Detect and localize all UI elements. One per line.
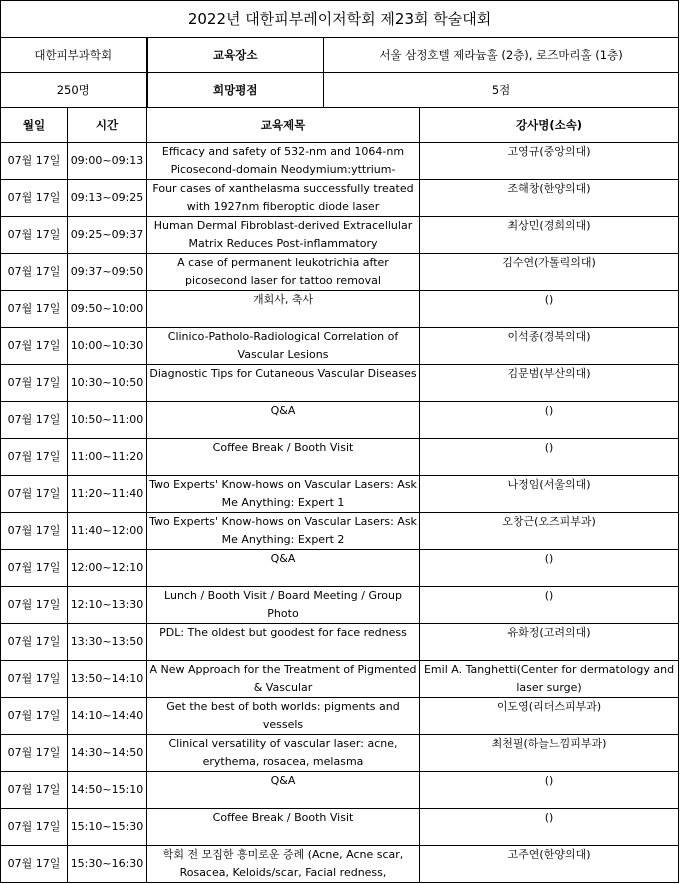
time-cell-text: 13:50~14:10	[70, 672, 144, 685]
organizer-cell: 대한피부과학회	[1, 38, 147, 73]
speaker-cell-text: ()	[544, 441, 554, 454]
topic-cell-text: PDL: The oldest but goodest for face redness	[159, 626, 407, 639]
table-row	[1, 476, 679, 513]
table-row	[1, 735, 679, 772]
topic-cell-text: Get the best of both worlds: pigments and vessels	[166, 700, 400, 731]
speaker-cell-text: 고영규(중앙의대)	[507, 145, 591, 158]
topic-cell	[147, 661, 420, 698]
topic-cell-text: Q&A	[270, 774, 296, 787]
date-cell-text: 07월 17일	[7, 265, 61, 278]
speaker-cell	[420, 365, 679, 402]
date-cell	[1, 439, 68, 476]
speaker-cell	[420, 846, 679, 883]
table-row	[1, 291, 679, 328]
date-cell	[1, 291, 68, 328]
date-cell	[1, 143, 68, 180]
table-row	[1, 624, 679, 661]
time-cell-text: 14:30~14:50	[70, 746, 144, 759]
header-time: 시간	[68, 108, 147, 143]
speaker-cell-text: 이석종(경북의대)	[507, 330, 591, 343]
speaker-cell	[420, 217, 679, 254]
date-cell-text: 07월 17일	[7, 672, 61, 685]
table-header-row	[1, 108, 679, 143]
speaker-cell	[420, 661, 679, 698]
date-cell	[1, 698, 68, 735]
topic-cell	[147, 291, 420, 328]
speaker-cell-text: ()	[544, 589, 554, 602]
date-cell-text: 07월 17일	[7, 561, 61, 574]
time-cell	[68, 809, 147, 846]
topic-cell-text: Q&A	[270, 552, 296, 565]
date-cell-text: 07월 17일	[7, 746, 61, 759]
date-cell-text: 07월 17일	[7, 709, 61, 722]
time-cell	[68, 180, 147, 217]
speaker-cell	[420, 513, 679, 550]
speaker-cell-text: 유화정(고려의대)	[507, 626, 591, 639]
topic-cell	[147, 365, 420, 402]
time-cell	[68, 439, 147, 476]
speaker-cell-text: 이도영(리더스피부과)	[496, 700, 602, 713]
time-cell	[68, 254, 147, 291]
date-cell-text: 07월 17일	[7, 598, 61, 611]
date-cell	[1, 846, 68, 883]
time-cell-text: 12:10~13:30	[70, 598, 144, 611]
time-cell	[68, 772, 147, 809]
time-cell	[68, 735, 147, 772]
table-row	[1, 661, 679, 698]
table-row	[1, 698, 679, 735]
time-cell-text: 09:50~10:00	[70, 302, 144, 315]
table-row	[1, 846, 679, 883]
speaker-cell-text: ()	[544, 293, 554, 306]
score-label: 희망평점	[147, 73, 324, 108]
time-cell-text: 09:13~09:25	[70, 191, 144, 204]
speaker-cell-text: ()	[544, 811, 554, 824]
time-cell	[68, 550, 147, 587]
venue-label: 교육장소	[147, 38, 324, 73]
time-cell-text: 10:00~10:30	[70, 339, 144, 352]
date-cell-text: 07월 17일	[7, 154, 61, 167]
date-cell	[1, 772, 68, 809]
date-cell-text: 07월 17일	[7, 857, 61, 870]
topic-cell-text: Clinical versatility of vascular laser: acne, erythema, rosacea, melasma	[168, 737, 398, 768]
table-row	[1, 513, 679, 550]
speaker-cell	[420, 809, 679, 846]
topic-cell-text: Q&A	[270, 404, 296, 417]
date-cell-text: 07월 17일	[7, 339, 61, 352]
topic-cell	[147, 513, 420, 550]
time-cell-text: 09:00~09:13	[70, 154, 144, 167]
date-cell-text: 07월 17일	[7, 376, 61, 389]
time-cell	[68, 661, 147, 698]
date-cell-text: 07월 17일	[7, 302, 61, 315]
table-row	[1, 328, 679, 365]
time-cell-text: 15:10~15:30	[70, 820, 144, 833]
topic-cell	[147, 217, 420, 254]
date-cell	[1, 624, 68, 661]
topic-cell	[147, 735, 420, 772]
date-cell-text: 07월 17일	[7, 413, 61, 426]
date-cell-text: 07월 17일	[7, 228, 61, 241]
speaker-cell	[420, 624, 679, 661]
date-cell	[1, 328, 68, 365]
table-row	[1, 439, 679, 476]
time-cell-text: 11:40~12:00	[70, 524, 144, 537]
speaker-cell-text: ()	[544, 774, 554, 787]
topic-cell-text: Clinico-Patholo-Radiological Correlation of Vascular Lesions	[167, 330, 399, 361]
capacity-cell: 250명	[1, 73, 147, 108]
table-row	[1, 217, 679, 254]
speaker-cell	[420, 772, 679, 809]
time-cell	[68, 143, 147, 180]
time-cell-text: 14:50~15:10	[70, 783, 144, 796]
time-cell	[68, 291, 147, 328]
speaker-cell	[420, 587, 679, 624]
topic-cell-text: A New Approach for the Treatment of Pigmented & Vascular	[149, 663, 417, 694]
time-cell	[68, 217, 147, 254]
time-cell-text: 15:30~16:30	[70, 857, 144, 870]
topic-cell	[147, 328, 420, 365]
date-cell	[1, 550, 68, 587]
speaker-cell	[420, 439, 679, 476]
topic-cell	[147, 180, 420, 217]
table-row	[1, 254, 679, 291]
time-cell-text: 09:25~09:37	[70, 228, 144, 241]
header-speaker: 강사명(소속)	[420, 108, 679, 143]
date-cell	[1, 365, 68, 402]
speaker-cell-text: ()	[544, 404, 554, 417]
speaker-cell-text: 최상민(경희의대)	[507, 219, 591, 232]
speaker-cell	[420, 402, 679, 439]
date-cell	[1, 476, 68, 513]
time-cell	[68, 402, 147, 439]
time-cell	[68, 513, 147, 550]
topic-cell-text: Diagnostic Tips for Cutaneous Vascular Diseases	[149, 367, 417, 380]
date-cell	[1, 180, 68, 217]
date-cell	[1, 661, 68, 698]
time-cell	[68, 476, 147, 513]
table-row	[1, 809, 679, 846]
time-cell	[68, 846, 147, 883]
time-cell	[68, 328, 147, 365]
speaker-cell	[420, 180, 679, 217]
speaker-cell	[420, 143, 679, 180]
date-cell	[1, 254, 68, 291]
speaker-cell	[420, 254, 679, 291]
speaker-cell-text: 김문범(부산의대)	[507, 367, 591, 380]
header-date: 월일	[1, 108, 68, 143]
speaker-cell	[420, 291, 679, 328]
time-cell-text: 09:37~09:50	[70, 265, 144, 278]
speaker-cell-text: 김수연(가톨릭의대)	[502, 256, 596, 269]
date-cell	[1, 513, 68, 550]
table-row	[1, 550, 679, 587]
time-cell	[68, 698, 147, 735]
date-cell-text: 07월 17일	[7, 487, 61, 500]
date-cell	[1, 217, 68, 254]
topic-cell	[147, 624, 420, 661]
time-cell-text: 12:00~12:10	[70, 561, 144, 574]
time-cell-text: 10:50~11:00	[70, 413, 144, 426]
score-value: 5점	[324, 73, 679, 108]
speaker-cell-text: Emil A. Tanghetti(Center for dermatology and laser surge)	[423, 663, 675, 694]
topic-cell	[147, 402, 420, 439]
topic-cell	[147, 439, 420, 476]
time-cell-text: 10:30~10:50	[70, 376, 144, 389]
speaker-cell-text: 최천필(하늘느낌피부과)	[491, 737, 607, 750]
speaker-cell-text: 조해창(한양의대)	[507, 182, 591, 195]
date-cell-text: 07월 17일	[7, 191, 61, 204]
topic-cell-text: Two Experts' Know-hows on Vascular Lasers: Ask Me Anything: Expert 2	[149, 515, 417, 546]
topic-cell-text: Coffee Break / Booth Visit	[212, 441, 354, 454]
topic-cell-text: Coffee Break / Booth Visit	[212, 811, 354, 824]
topic-cell-text: Efficacy and safety of 532-nm and 1064-nm Picosecond-domain Neodymium:yttrium-	[161, 145, 405, 176]
table-row	[1, 402, 679, 439]
speaker-cell-text: 나정임(서울의대)	[507, 478, 591, 491]
topic-cell-text: Human Dermal Fibroblast-derived Extracellular Matrix Reduces Post-inflammatory	[153, 219, 413, 250]
table-row	[1, 143, 679, 180]
speaker-cell	[420, 698, 679, 735]
topic-cell	[147, 254, 420, 291]
topic-cell	[147, 698, 420, 735]
speaker-cell-text: 오창근(오즈피부과)	[502, 515, 596, 528]
speaker-cell	[420, 328, 679, 365]
topic-cell-text: 학회 전 모집한 흥미로운 증례 (Acne, Acne scar, Rosacea, Keloids/scar, Facial redness,	[162, 848, 404, 879]
page-title: 2022년 대한피부레이저학회 제23회 학술대회	[1, 1, 679, 38]
speaker-cell	[420, 550, 679, 587]
speaker-cell-text: 고주연(한양의대)	[507, 848, 591, 861]
time-cell	[68, 587, 147, 624]
time-cell	[68, 365, 147, 402]
table-row	[1, 365, 679, 402]
table-row	[1, 180, 679, 217]
topic-cell	[147, 846, 420, 883]
topic-cell-text: Lunch / Booth Visit / Board Meeting / Group Photo	[164, 589, 402, 620]
topic-cell-text: 개회사, 축사	[252, 293, 314, 306]
topic-cell-text: Four cases of xanthelasma successfully treated with 1927nm fiberoptic diode laser	[152, 182, 414, 213]
topic-cell	[147, 587, 420, 624]
speaker-cell-text: ()	[544, 552, 554, 565]
topic-cell	[147, 809, 420, 846]
table-row	[1, 772, 679, 809]
time-cell	[68, 624, 147, 661]
date-cell-text: 07월 17일	[7, 524, 61, 537]
topic-cell	[147, 772, 420, 809]
time-cell-text: 11:20~11:40	[70, 487, 144, 500]
date-cell-text: 07월 17일	[7, 635, 61, 648]
date-cell	[1, 735, 68, 772]
venue-value: 서울 삼정호텔 제라늄홀 (2층), 로즈마리홀 (1층)	[324, 38, 679, 73]
speaker-cell	[420, 476, 679, 513]
date-cell-text: 07월 17일	[7, 783, 61, 796]
date-cell	[1, 587, 68, 624]
topic-cell-text: Two Experts' Know-hows on Vascular Lasers: Ask Me Anything: Expert 1	[149, 478, 417, 509]
topic-cell	[147, 476, 420, 513]
speaker-cell	[420, 735, 679, 772]
date-cell-text: 07월 17일	[7, 820, 61, 833]
time-cell-text: 11:00~11:20	[70, 450, 144, 463]
topic-cell-text: A case of permanent leukotrichia after picosecond laser for tattoo removal	[177, 256, 389, 287]
topic-cell	[147, 550, 420, 587]
topic-cell	[147, 143, 420, 180]
header-topic: 교육제목	[147, 108, 420, 143]
date-cell-text: 07월 17일	[7, 450, 61, 463]
date-cell	[1, 402, 68, 439]
time-cell-text: 13:30~13:50	[70, 635, 144, 648]
table-row	[1, 587, 679, 624]
date-cell	[1, 809, 68, 846]
time-cell-text: 14:10~14:40	[70, 709, 144, 722]
